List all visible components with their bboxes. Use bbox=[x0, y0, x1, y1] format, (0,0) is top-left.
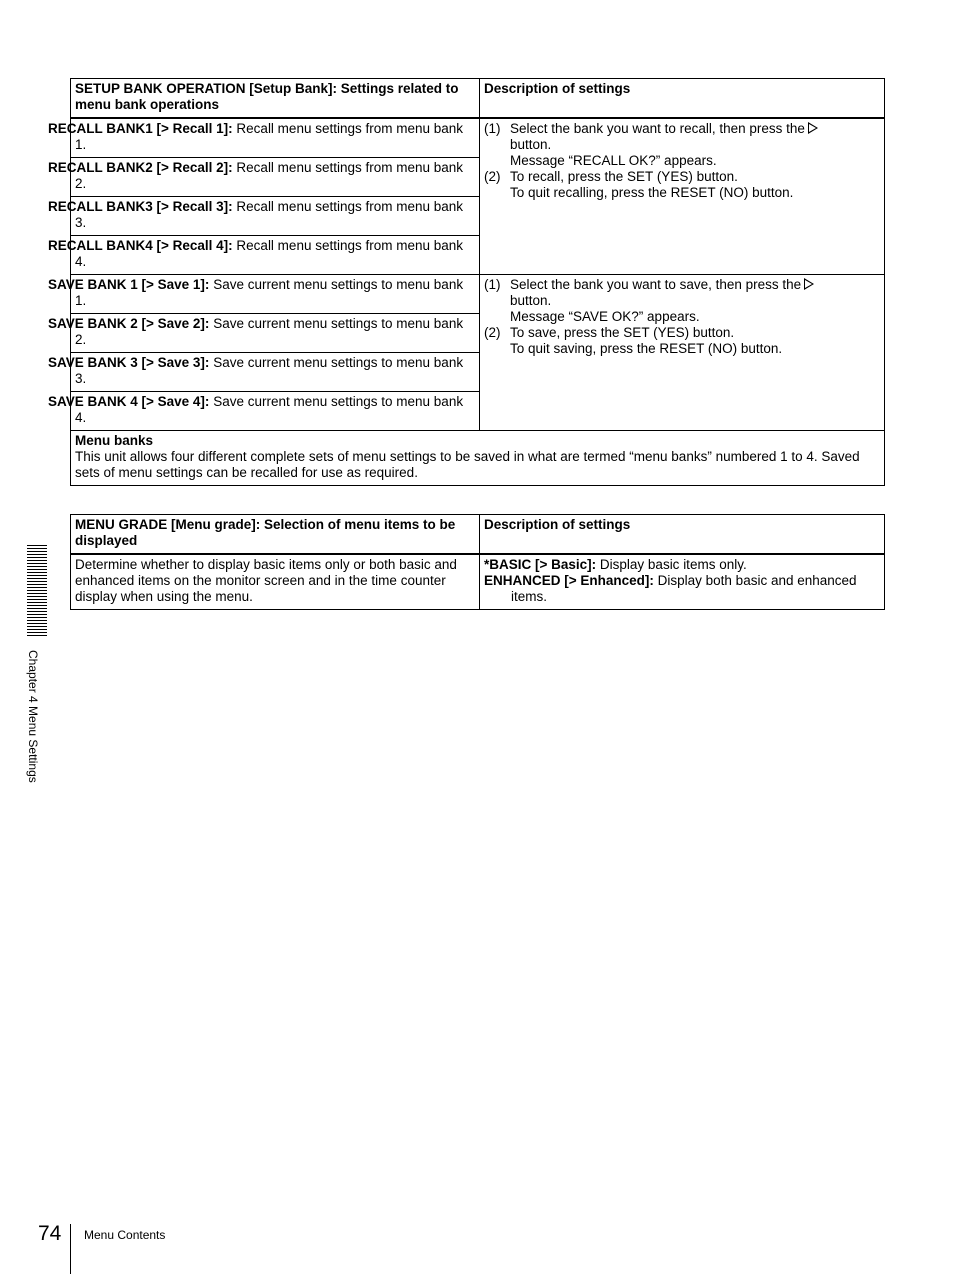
recall-bank1-item bbox=[48, 118, 480, 158]
recall-step-1 bbox=[484, 121, 879, 137]
menu-grade-table bbox=[70, 514, 885, 610]
option-desc: Display basic items only. bbox=[596, 557, 747, 572]
save-bank2-item bbox=[48, 314, 480, 353]
footer-divider bbox=[70, 1224, 71, 1274]
option-name: *BASIC [> Basic]: bbox=[484, 557, 597, 572]
item-name: SAVE BANK 4 [> Save 4]: bbox=[48, 394, 210, 409]
save-description bbox=[480, 275, 885, 431]
item-desc: Save current menu settings to menu bank 3. bbox=[75, 355, 464, 386]
enhanced-option bbox=[484, 573, 879, 605]
item-name: SAVE BANK 2 [> Save 2]: bbox=[48, 316, 210, 331]
right-arrow-button-icon bbox=[808, 122, 818, 134]
menu-grade-header-left: MENU GRADE [Menu grade]: Selection of menu items to be displayed bbox=[71, 515, 480, 555]
footer-section-title: Menu Contents bbox=[84, 1228, 166, 1242]
item-name: RECALL BANK2 [> Recall 2]: bbox=[48, 160, 233, 175]
item-name: RECALL BANK1 [> Recall 1]: bbox=[48, 121, 233, 136]
step-text: To recall, press the SET (YES) button. bbox=[510, 169, 738, 184]
setup-bank-header-right: Description of settings bbox=[480, 79, 885, 119]
recall-step-2 bbox=[484, 169, 879, 185]
step-continuation: Message “RECALL OK?” appears. bbox=[510, 153, 717, 168]
save-bank3-item bbox=[48, 353, 480, 392]
right-arrow-button-icon bbox=[804, 278, 814, 290]
recall-bank2-item bbox=[48, 158, 480, 197]
table-row bbox=[71, 431, 885, 486]
recall-description bbox=[480, 118, 885, 275]
item-desc: Save current menu settings to menu bank 2. bbox=[75, 316, 464, 347]
menu-banks-note bbox=[71, 431, 885, 486]
setup-bank-table bbox=[48, 78, 885, 486]
basic-option bbox=[484, 557, 879, 573]
save-step-1 bbox=[484, 277, 879, 293]
item-name: SAVE BANK 1 [> Save 1]: bbox=[48, 277, 210, 292]
chapter-label: Chapter 4 Menu Settings bbox=[26, 650, 40, 783]
item-desc: Recall menu settings from menu bank 3. bbox=[75, 199, 464, 230]
chapter-tab-marker bbox=[27, 545, 47, 637]
note-text: This unit allows four different complete sets of menu settings to be saved in what are termed “menu banks” numbered 1 to 4. Saved sets of menu settings can be recalled for use as required. bbox=[75, 449, 860, 480]
item-name: RECALL BANK4 [> Recall 4]: bbox=[48, 238, 233, 253]
step-text bbox=[510, 121, 879, 137]
table-row bbox=[71, 554, 885, 610]
item-desc: Recall menu settings from menu bank 1. bbox=[75, 121, 464, 152]
table-row bbox=[71, 275, 885, 314]
save-bank4-item bbox=[48, 392, 480, 431]
menu-grade-description: Determine whether to display basic items only or both basic and enhanced items on the monitor screen and in the time counter display when using the menu. bbox=[71, 554, 480, 610]
step-continuation: To quit saving, press the RESET (NO) button. bbox=[510, 341, 783, 356]
page-number: 74 bbox=[38, 1222, 62, 1245]
table-row bbox=[71, 118, 885, 158]
item-desc: Save current menu settings to menu bank 1. bbox=[75, 277, 464, 308]
step-continuation: button. bbox=[510, 293, 552, 308]
item-desc: Save current menu settings to menu bank 4. bbox=[75, 394, 464, 425]
menu-grade-header-row bbox=[71, 515, 885, 555]
save-step-2 bbox=[484, 325, 879, 341]
step-continuation: Message “SAVE OK?” appears. bbox=[510, 309, 700, 324]
item-desc: Recall menu settings from menu bank 2. bbox=[75, 160, 464, 191]
menu-grade-header-right: Description of settings bbox=[480, 515, 885, 555]
step-number: (1) bbox=[484, 121, 501, 136]
setup-bank-header-left: SETUP BANK OPERATION [Setup Bank]: Settings related to menu bank operations bbox=[71, 79, 480, 119]
step-number: (2) bbox=[484, 169, 501, 184]
item-name: SAVE BANK 3 [> Save 3]: bbox=[48, 355, 210, 370]
item-desc: Recall menu settings from menu bank 4. bbox=[75, 238, 464, 269]
step-text: To save, press the SET (YES) button. bbox=[510, 325, 735, 340]
recall-bank4-item bbox=[48, 236, 480, 275]
item-name: RECALL BANK3 [> Recall 3]: bbox=[48, 199, 233, 214]
recall-bank3-item bbox=[48, 197, 480, 236]
step-continuation: To quit recalling, press the RESET (NO) button. bbox=[510, 185, 794, 200]
step-text-main: Select the bank you want to save, then press the bbox=[510, 277, 802, 292]
step-continuation: button. bbox=[510, 137, 552, 152]
menu-grade-options bbox=[480, 554, 885, 610]
save-bank1-item bbox=[48, 275, 480, 314]
step-number: (1) bbox=[484, 277, 501, 292]
step-number: (2) bbox=[484, 325, 501, 340]
note-title: Menu banks bbox=[75, 433, 154, 448]
step-text-main: Select the bank you want to recall, then press the bbox=[510, 121, 805, 136]
option-desc: Display both basic and enhanced items. bbox=[511, 573, 857, 604]
option-name: ENHANCED [> Enhanced]: bbox=[484, 573, 654, 588]
step-text bbox=[510, 277, 879, 293]
setup-bank-header-row bbox=[71, 79, 885, 119]
